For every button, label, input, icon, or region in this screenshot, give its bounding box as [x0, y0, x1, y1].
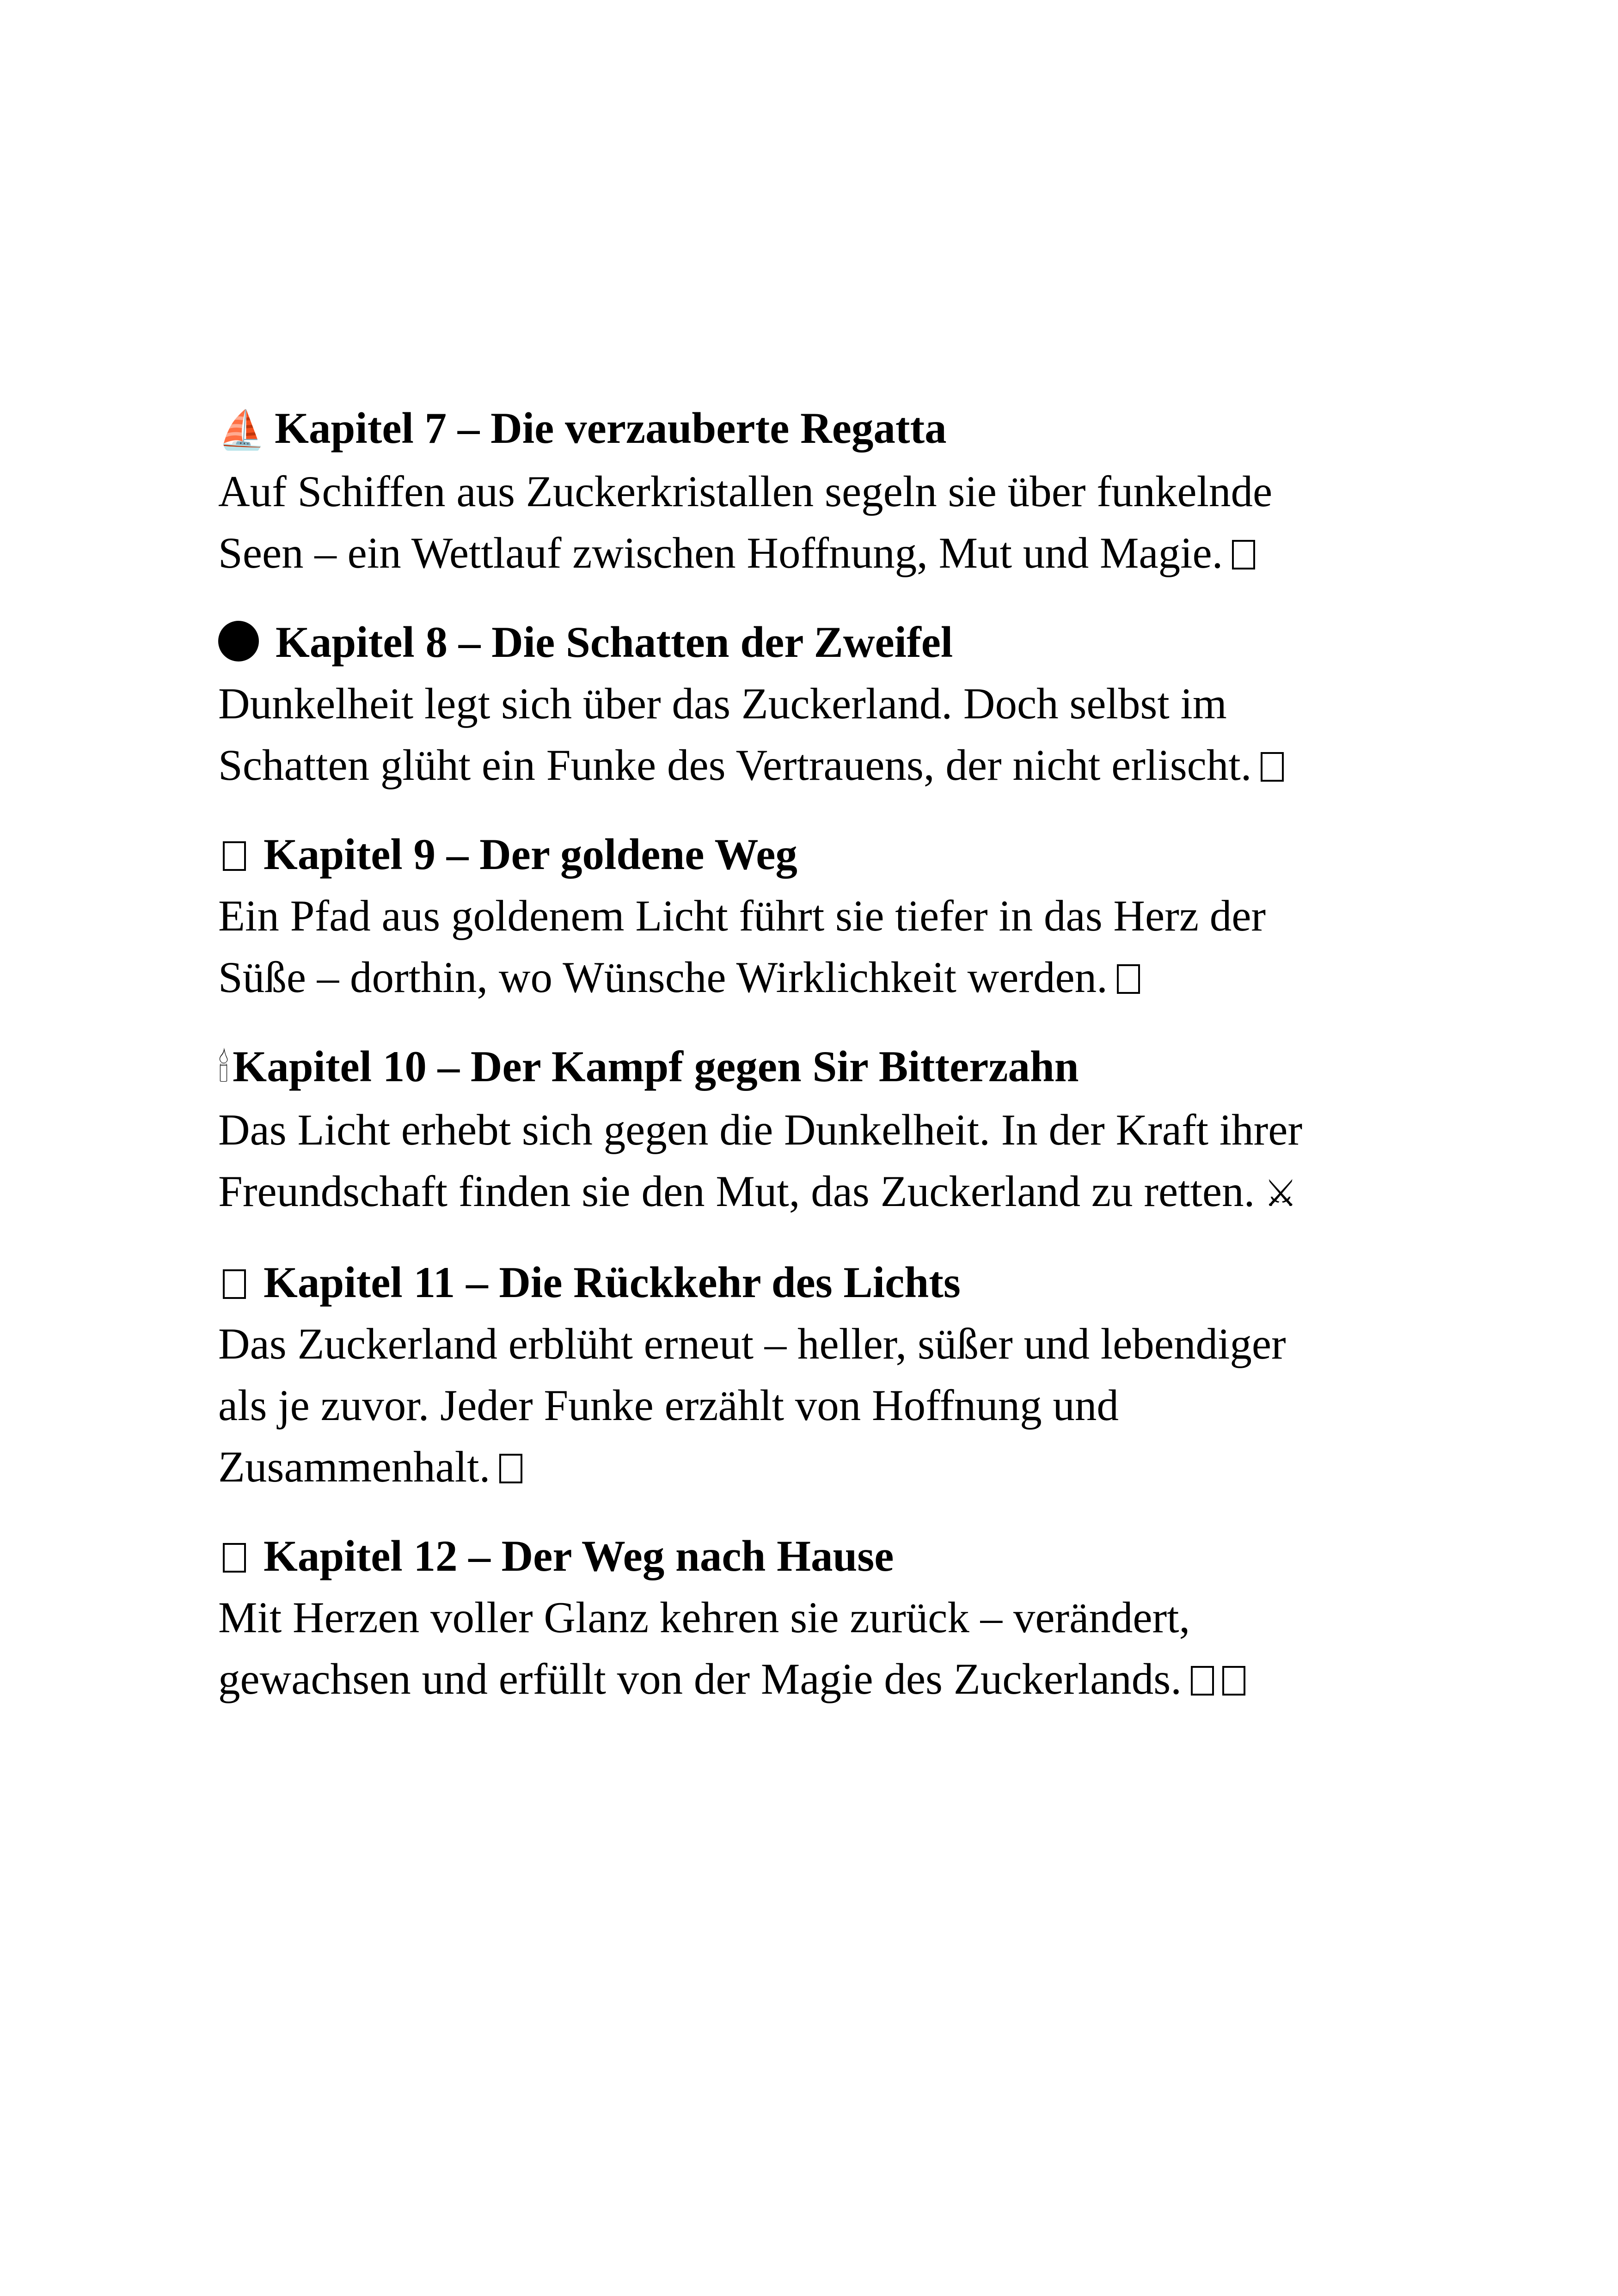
chapter-heading: [218, 1525, 1466, 1587]
chapter-heading: [218, 824, 1466, 885]
text-line: Ein Pfad aus goldenem Licht führt sie tiefer in das Herz der: [218, 891, 1266, 940]
chapter-heading: [218, 1252, 1466, 1313]
missing-glyph-icon: [223, 841, 246, 871]
chapter-11: [218, 1252, 1466, 1498]
crossed-swords-icon: ⚔: [1264, 1172, 1298, 1215]
missing-glyph-icon: [1232, 540, 1255, 569]
chapter-7: [218, 398, 1466, 584]
text-line: Das Licht erhebt sich gegen die Dunkelheit. In der Kraft ihrer: [218, 1105, 1303, 1154]
chapter-heading: [218, 612, 1466, 673]
chapter-9: [218, 824, 1466, 1008]
text-line: Süße – dorthin, wo Wünsche Wirklichkeit werden.: [218, 953, 1108, 1002]
chapter-description: [218, 1099, 1466, 1224]
missing-glyph-icon: [1191, 1666, 1214, 1696]
missing-glyph-icon: [223, 1269, 246, 1299]
text-line: Seen – ein Wettlauf zwischen Hoffnung, Mut und Magie.: [218, 528, 1223, 577]
chapter-title: Kapitel 8 – Die Schatten der Zweifel: [276, 618, 953, 667]
text-line: Mit Herzen voller Glanz kehren sie zurück – verändert,: [218, 1593, 1190, 1642]
chapter-description: [218, 673, 1466, 796]
text-line: Freundschaft finden sie den Mut, das Zuckerland zu retten.: [218, 1167, 1255, 1216]
missing-glyph-icon: [223, 1543, 246, 1573]
missing-glyph-icon: [1117, 964, 1140, 994]
missing-glyph-icon: [1261, 752, 1284, 782]
text-line: gewachsen und erfüllt von der Magie des Zuckerlands.: [218, 1654, 1182, 1703]
chapter-description: [218, 1587, 1466, 1710]
chapter-title: Kapitel 12 – Der Weg nach Hause: [264, 1531, 894, 1580]
text-line-last: [218, 947, 1466, 1008]
text-line-last: [218, 735, 1466, 796]
missing-glyph-icon: [1222, 1666, 1245, 1696]
missing-glyph-icon: [499, 1454, 522, 1483]
chapter-8: [218, 612, 1466, 796]
text-line-last: [218, 1436, 1466, 1498]
chapter-heading: [218, 1036, 1466, 1099]
chapter-title: Kapitel 10 – Der Kampf gegen Sir Bitterzahn: [233, 1042, 1079, 1091]
chapter-description: [218, 461, 1466, 584]
text-line: als je zuvor. Jeder Funke erzählt von Hoffnung und: [218, 1381, 1119, 1430]
text-line: Dunkelheit legt sich über das Zuckerland. Doch selbst im: [218, 679, 1227, 728]
text-line-last: [218, 1161, 1466, 1224]
text-line-last: [218, 1648, 1466, 1710]
text-line: Auf Schiffen aus Zuckerkristallen segeln sie über funkelnde: [218, 467, 1273, 516]
chapter-title: Kapitel 9 – Der goldene Weg: [264, 830, 797, 879]
chapter-description: [218, 1313, 1466, 1498]
chapter-title: Kapitel 11 – Die Rückkehr des Lichts: [264, 1258, 961, 1307]
text-line: Das Zuckerland erblüht erneut – heller, süßer und lebendiger: [218, 1319, 1286, 1368]
chapter-title: Kapitel 7 – Die verzauberte Regatta: [275, 404, 947, 453]
black-circle-icon: [218, 621, 259, 661]
chapter-list: [218, 398, 1466, 1738]
chapter-10: [218, 1036, 1466, 1224]
candle-icon: 🕯: [218, 1047, 229, 1090]
sailboat-icon: ⛵: [218, 408, 266, 452]
text-line: Schatten glüht ein Funke des Vertrauens, der nicht erlischt.: [218, 741, 1252, 790]
text-line-last: [218, 522, 1466, 584]
chapter-description: [218, 885, 1466, 1008]
chapter-heading: [218, 398, 1466, 461]
text-line: Zusammenhalt.: [218, 1442, 490, 1491]
chapter-12: [218, 1525, 1466, 1710]
